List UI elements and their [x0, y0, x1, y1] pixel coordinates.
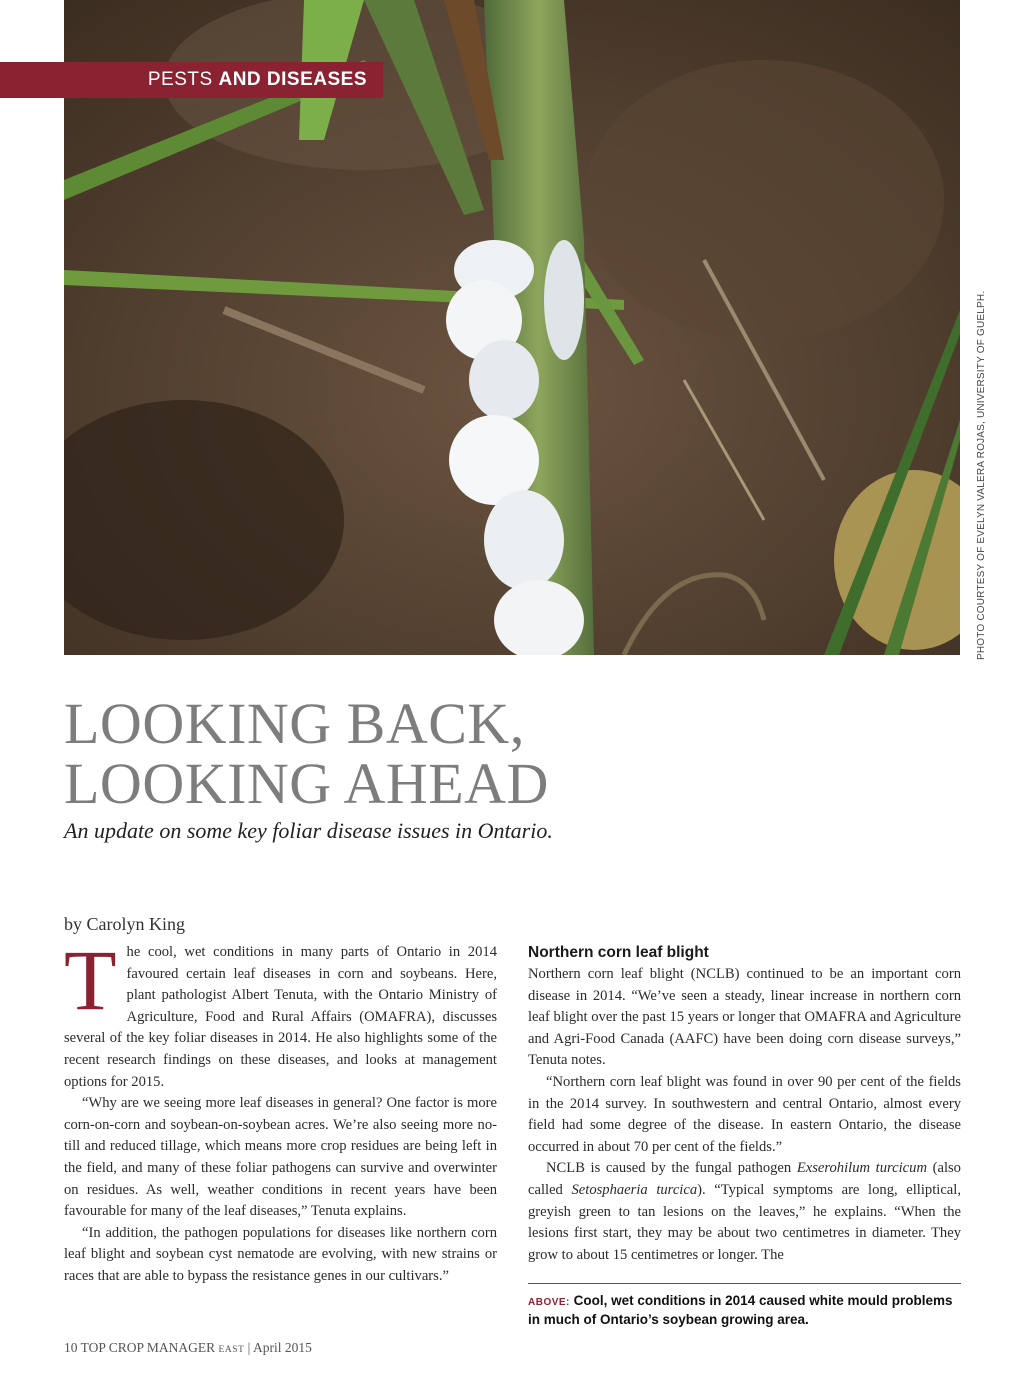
page-number: 10	[64, 1340, 78, 1355]
headline	[64, 691, 764, 816]
paragraph	[64, 932, 497, 1093]
issue-date: April 2015	[253, 1340, 312, 1355]
white-mould-stem-photo	[64, 0, 960, 655]
caption-label: ABOVE:	[528, 1297, 570, 1308]
footer-separator: |	[247, 1340, 251, 1355]
section-label-bold: AND DISEASES	[218, 69, 367, 90]
pathogen-name: Exserohilum turcicum	[796, 1160, 927, 1177]
section-label	[0, 62, 383, 98]
paragraph-text: (also called	[528, 1160, 961, 1198]
left-column	[64, 932, 497, 1288]
subheading: Northern corn leaf blight	[528, 944, 709, 961]
pathogen-name: Setosphaeria turcica	[571, 1181, 698, 1198]
headline-line-2: LOOKING AHEAD	[64, 751, 549, 816]
photo-caption	[528, 1292, 961, 1328]
paragraph: Northern corn leaf blight (NCLB) continued to be an important corn disease in 2014. “We’ve seen a steady, linear increase in northern corn leaf blight over the past 15 years or longer that OMAFRA and Agriculture and Agri-Food Canada (AAFC) have been doing corn disease surveys,” Tenuta notes.	[528, 966, 961, 1069]
byline: by Carolyn King	[64, 914, 185, 934]
right-column	[528, 942, 961, 1266]
magazine-name: TOP CROP MANAGER	[80, 1340, 216, 1355]
deck-subtitle: An update on some key foliar disease issues in Ontario.	[64, 818, 553, 843]
hero-photo	[64, 0, 960, 655]
paragraph-text: he cool, wet conditions in many parts of Ontario in 2014 favoured certain leaf diseases in corn and soybeans. Here, plant pathologist Albert Tenuta, with the Ontario Ministry of Agriculture, Food and Rural Affairs (OMAFRA), discusses several of the key foliar diseases in 2014. He also highlights some of the recent research findings on these diseases, and looks at management options for 2015.	[64, 944, 497, 1090]
paragraph: “Northern corn leaf blight was found in over 90 per cent of the fields in the 2014 survey. In southwestern and central Ontario, almost every field had some degree of the disease. In eastern Ontario, the disease occurred in about 70 per cent of the fields.”	[528, 1073, 961, 1155]
paragraph: “Why are we seeing more leaf diseases in general? One factor is more corn-on-corn and soybean-on-soybean acres. We’re also seeing more no-till and reduced tillage, which means more crop residues are being left in the field, and many of these foliar pathogens can survive and overwinter on residues. As well, weather conditions in recent years have been favourable for many of the leaf diseases,” Tenuta explains.	[64, 1095, 497, 1220]
paragraph-text: NCLB is caused by the fungal pathogen	[546, 1160, 797, 1177]
drop-cap: T	[64, 932, 117, 1028]
paragraph-text: ). “Typical symptoms are long, elliptical, greyish green to tan lesions on the leaves,” he explains. “When the lesions first start, they may be about two centimetres in diameter. They grow to about 15 centimetres or longer. The	[528, 1181, 961, 1263]
magazine-edition: EAST	[218, 1345, 245, 1355]
photo-credit: PHOTO COURTESY OF EVELYN VALERA ROJAS, UNIVERSITY OF GUELPH.	[976, 290, 987, 660]
paragraph	[528, 1158, 961, 1266]
headline-line-1: LOOKING BACK,	[64, 691, 525, 756]
paragraph: “In addition, the pathogen populations for diseases like northern corn leaf blight and soybean cyst nematode are evolving, with new strains or races that are able to bypass the resistance genes in our cultivars.”	[64, 1224, 497, 1284]
page-footer	[64, 1340, 312, 1356]
caption-divider	[528, 1283, 961, 1284]
caption-text: Cool, wet conditions in 2014 caused white mould problems in much of Ontario’s soybean growing area.	[528, 1293, 953, 1327]
section-label-light: PESTS	[147, 69, 213, 90]
